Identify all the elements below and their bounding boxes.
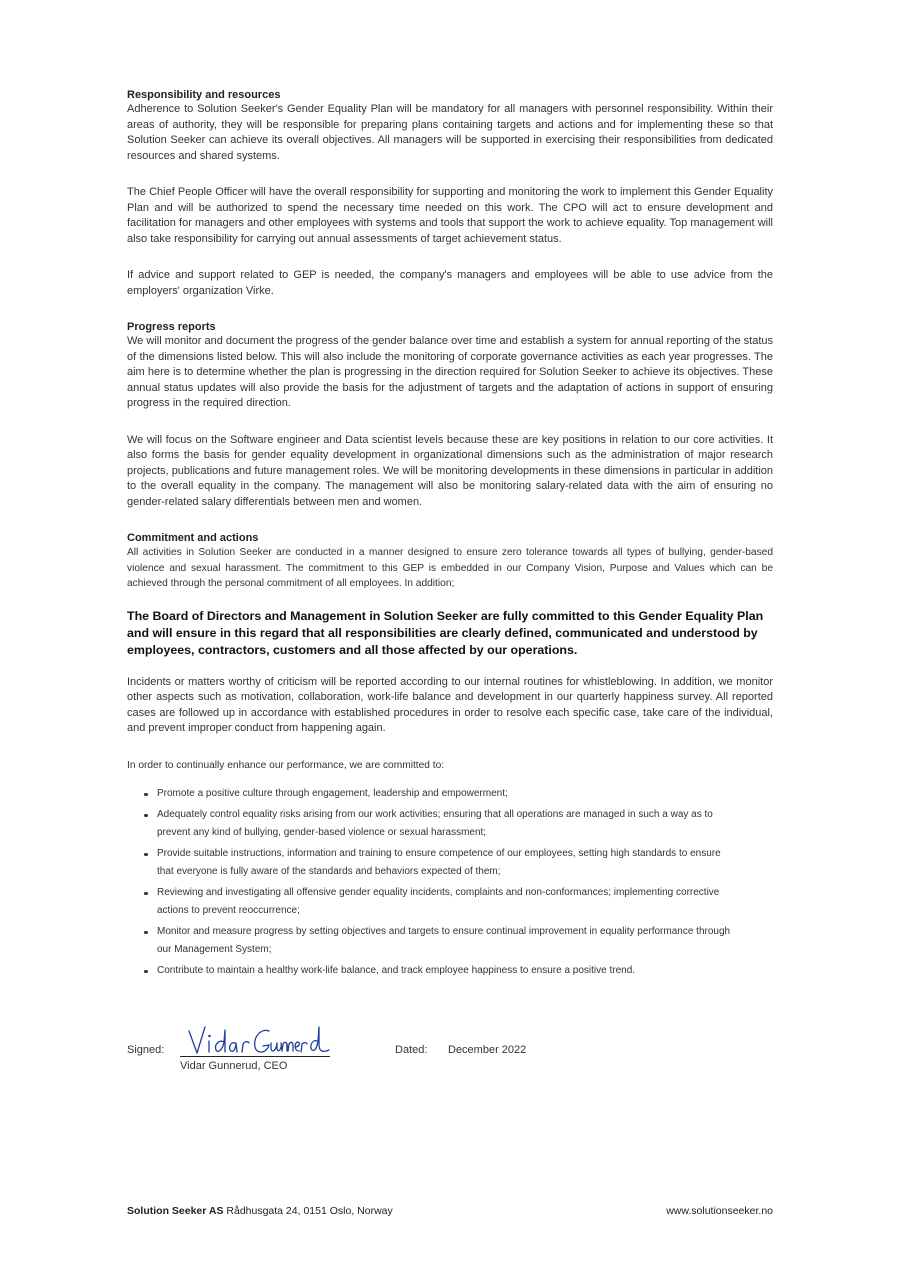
footer-address: Rådhusgata 24, 0151 Oslo, Norway [226,1205,393,1217]
list-item: Promote a positive culture through engagement, leadership and empowerment; [127,785,732,803]
signature-line [180,1056,330,1057]
bullet-icon [144,892,148,896]
dated-value: December 2022 [448,1044,527,1056]
commitment-intro: In order to continually enhance our performance, we are committed to: [127,759,445,771]
footer-url: www.solutionseeker.no [666,1205,773,1217]
paragraph: All activities in Solution Seeker are conducted in a manner designed to ensure zero tolerance towards all types of bullying, gender-based violence and sexual harassment. The commitment to this GEP is embedded in our Company Vision, Purpose and Values which can be achieved through the personal commitment of all employees. In addition; [127,547,773,589]
paragraph: If advice and support related to GEP is needed, the company's managers and employees will be able to use advice from the employers' organization Virke. [127,269,773,297]
document-body [127,88,773,983]
footer-company: Solution Seeker AS [127,1205,224,1217]
heading-responsibility: Responsibility and resources [127,89,281,101]
bullet-icon [144,931,148,935]
list-item: Monitor and measure progress by setting objectives and targets to ensure continual improvement in equality performance through our Management System; [127,923,732,959]
bullet-icon [144,793,148,797]
bullet-icon [144,970,148,974]
heading-commitment: Commitment and actions [127,532,259,544]
paragraph: Incidents or matters worthy of criticism will be reported according to our internal routines for whistleblowing. In addition, we monitor other aspects such as motivation, collaboration, work-life balance and development in our quarterly happiness survey. All reported cases are followed up in accordance with established procedures in order to resolve each specific case, take care of the individual, and prevent improper conduct from happening again. [127,675,773,734]
bullet-icon [144,853,148,857]
commitment-statement: The Board of Directors and Management in Solution Seeker are fully committed to this Gender Equality Plan and will ensure in this regard that all responsibilities are clearly defined, communicated and understood by employees, contractors, customers and all those affected by our operations. [127,608,764,657]
list-item: Contribute to maintain a healthy work-life balance, and track employee happiness to ensure a positive trend. [127,962,732,980]
signature-block [127,1025,773,1085]
commitment-list [127,785,773,980]
list-item: Adequately control equality risks arising from our work activities; ensuring that all operations are managed in such a way as to prevent any kind of bullying, gender-based violence or sexual harassment; [127,806,732,842]
handwritten-signature [183,1025,333,1059]
page-footer [127,1205,773,1217]
paragraph: We will monitor and document the progress of the gender balance over time and establish a system for annual reporting of the status of the dimensions listed below. This will also include the monitoring of corporate governance activities as each year progresses. The aim here is to determine whether the plan is progressing in the direction required for Solution Seeker to achieve its objectives. These annual status updates will also provide the basis for the adjustment of targets and the adaptation of actions in support of ensuring progress in the required direction. [127,335,773,409]
paragraph: The Chief People Officer will have the overall responsibility for supporting and monitoring the work to implement this Gender Equality Plan and will be authorized to spend the necessary time needed on this work. The CPO will act to ensure development and facilitation for managers and other employees with systems and tools that support the work to achieve equality. Top management will also take responsibility for carrying out annual assessments of target achievement status. [127,186,773,245]
paragraph: Adherence to Solution Seeker's Gender Equality Plan will be mandatory for all managers with personnel responsibility. Within their areas of authority, they will be responsible for preparing plans containing targets and actions and for implementing these so that Solution Seeker can achieve its overall objectives. All managers will be supported in exercising their responsibilities from dedicated resources and shared systems. [127,103,773,162]
dated-label: Dated: [395,1044,428,1056]
list-item: Provide suitable instructions, information and training to ensure competence of our employees, setting high standards to ensure that everyone is fully aware of the standards and behaviors expected of them; [127,845,732,881]
paragraph: We will focus on the Software engineer and Data scientist levels because these are key positions in relation to our core activities. It also forms the basis for gender equality development in organizational dimensions such as the administration of major research projects, publications and future management roles. We will be monitoring developments in these dimensions in particular in addition to the overall equality in the company. The management will also be monitoring salary-related data with the aim of ensuring no gender-related salary differentials between men and women. [127,433,773,508]
signatory-name: Vidar Gunnerud, CEO [180,1060,288,1072]
signed-label: Signed: [127,1044,165,1056]
bullet-icon [144,814,148,818]
heading-progress: Progress reports [127,321,216,333]
list-item: Reviewing and investigating all offensive gender equality incidents, complaints and non-conformances; implementing corrective actions to prevent reoccurrence; [127,884,732,920]
